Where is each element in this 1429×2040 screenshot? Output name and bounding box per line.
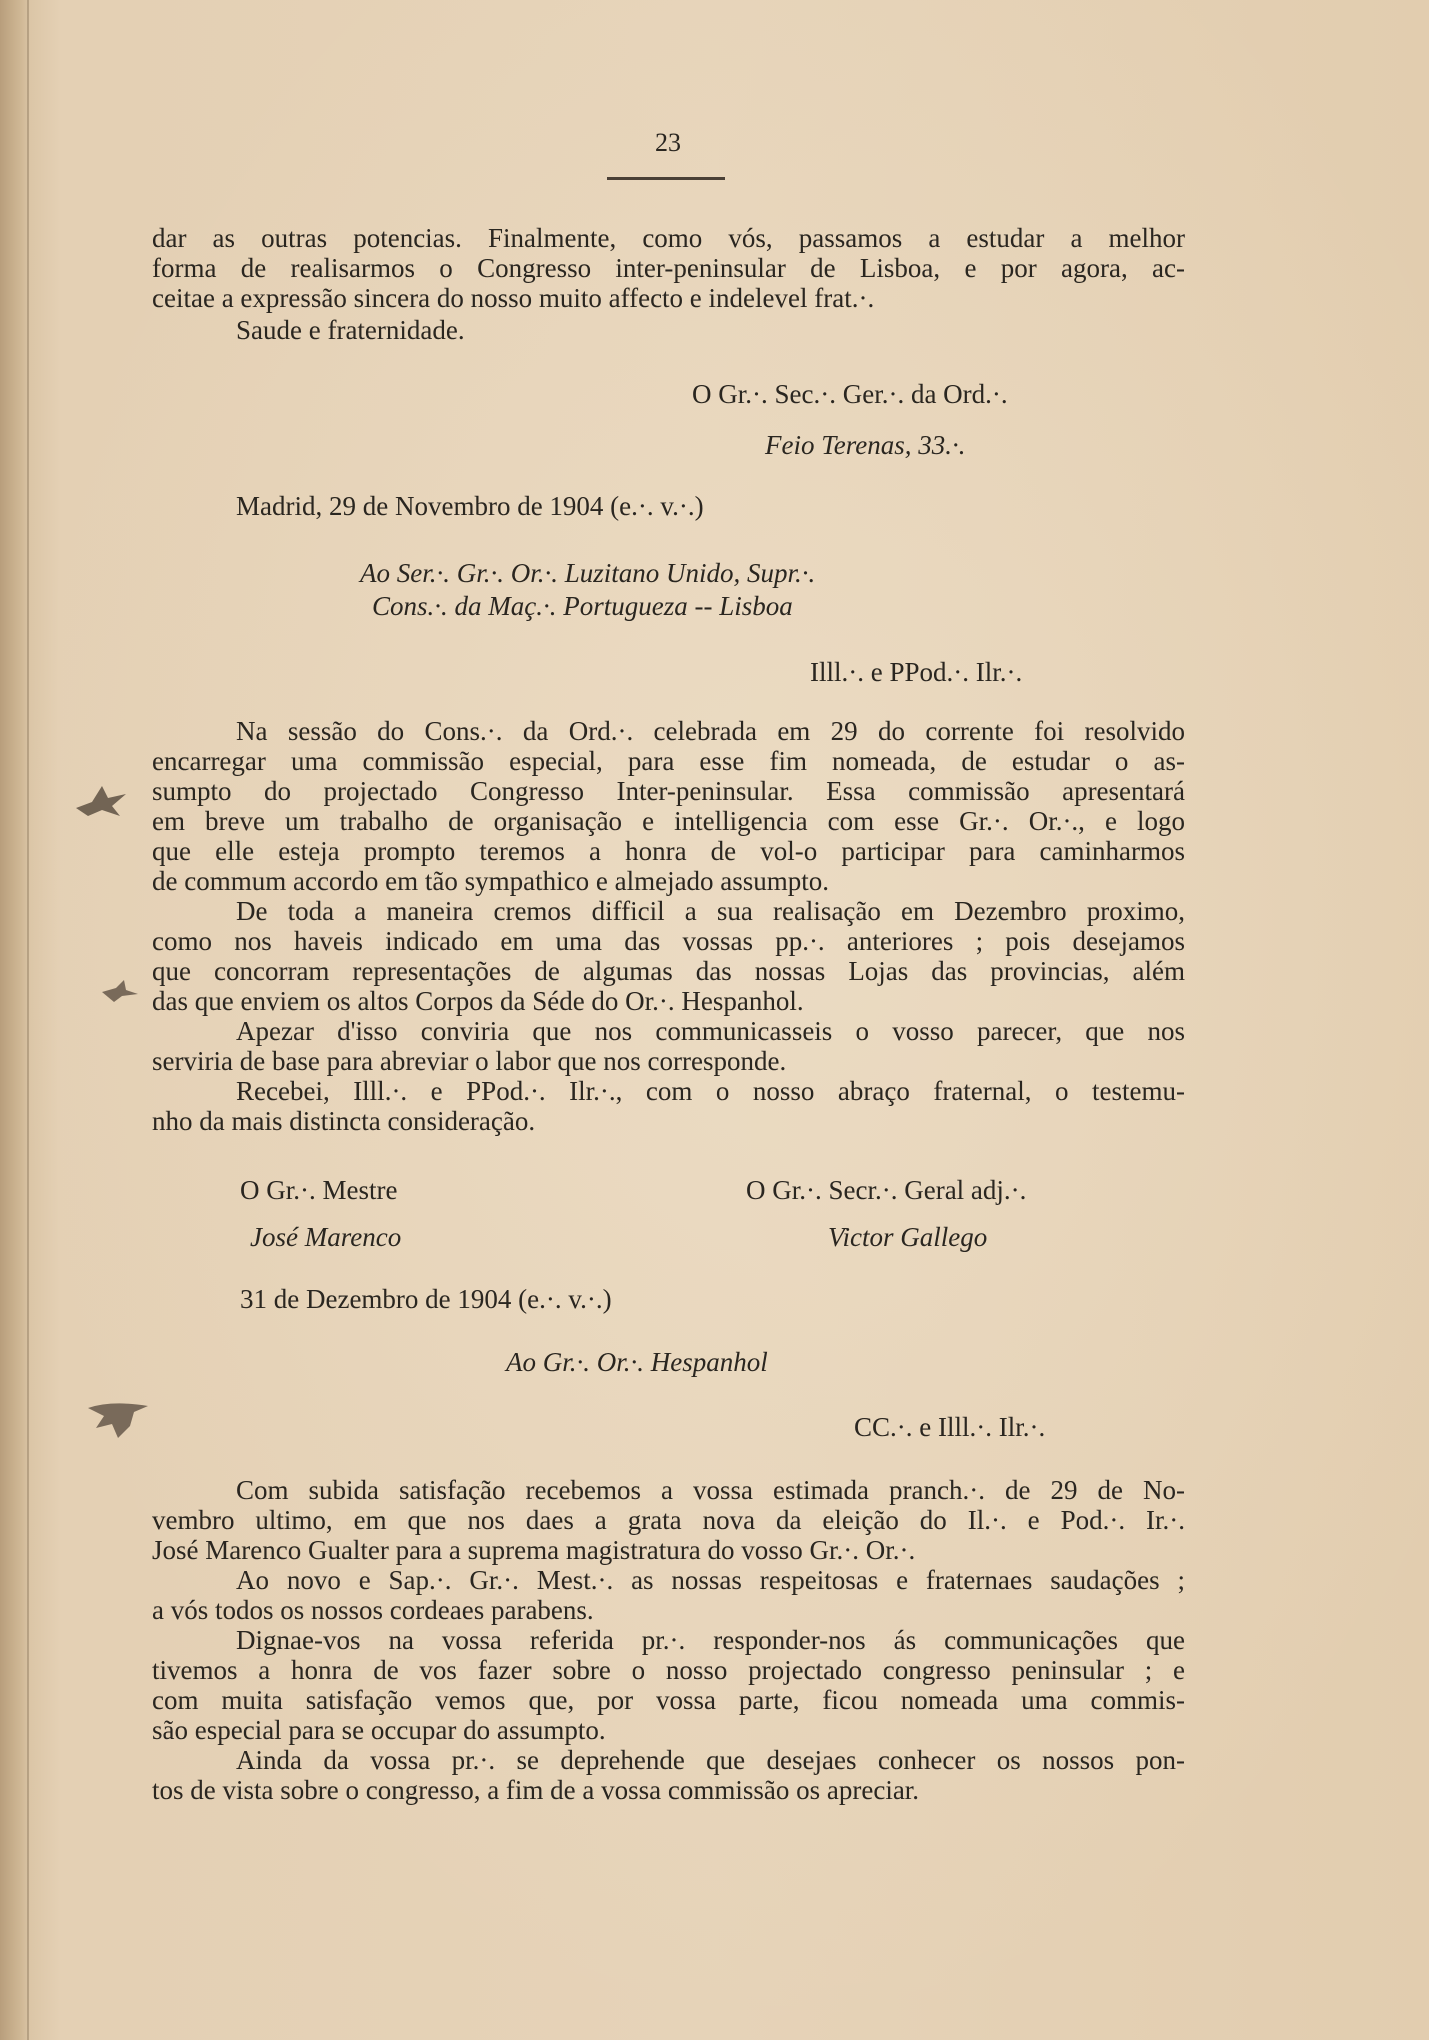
text-line: são especial para se occupar do assumpto.: [152, 1715, 606, 1745]
letter3-salutation: CC.·. e Illl.·. Ilr.·.: [854, 1412, 1046, 1442]
text-line: Recebei, Illl.·. e PPod.·. Ilr.·., com o nosso abraço fraternal, o testemu-: [236, 1076, 1185, 1106]
letter1-closing: Saude e fraternidade.: [236, 315, 465, 345]
letter2-body: [152, 716, 1185, 1136]
text-line: a vós todos os nossos cordeaes parabens.: [152, 1595, 594, 1625]
margin-ornament-icon: [72, 780, 132, 820]
text-line: Ainda da vossa pr.·. se deprehende que desejaes conhecer os nossos pon-: [236, 1745, 1185, 1775]
letter2-signer2-title: O Gr.·. Secr.·. Geral adj.·.: [746, 1175, 1027, 1205]
text-line: que elle esteja prompto teremos a honra de vol-o participar para caminharmos: [152, 836, 1185, 866]
letter1-signature-name: Feio Terenas, 33.·.: [765, 430, 966, 460]
letter1-signature-title: O Gr.·. Sec.·. Ger.·. da Ord.·.: [692, 379, 1008, 409]
letter2-signer1-title: O Gr.·. Mestre: [240, 1175, 398, 1205]
page-binding-edge: [0, 0, 30, 2040]
letter3-body: [152, 1475, 1185, 1805]
letter2-dateline: Madrid, 29 de Novembro de 1904 (e.·. v.·.): [236, 491, 704, 521]
text-line: nho da mais distincta consideração.: [152, 1106, 536, 1136]
letter2-address-line2: Cons.·. da Maç.·. Portugueza -- Lisboa: [372, 591, 793, 621]
text-line: Dignae-vos na vossa referida pr.·. responder-nos ás communicações que: [236, 1625, 1185, 1655]
margin-ornament-icon: [82, 1398, 154, 1442]
page-number: 23: [655, 128, 681, 157]
text-line: como nos haveis indicado em uma das vossas pp.·. anteriores ; pois desejamos: [152, 926, 1185, 956]
text-line: José Marenco Gualter para a suprema magistratura do vosso Gr.·. Or.·.: [152, 1535, 916, 1565]
text-line: Apezar d'isso conviria que nos communicasseis o vosso parecer, que nos: [236, 1016, 1185, 1046]
text-line: em breve um trabalho de organisação e intelligencia com esse Gr.·. Or.·., e logo: [152, 806, 1185, 836]
letter2-signer2-name: Victor Gallego: [828, 1222, 988, 1252]
letter2-address-line1: Ao Ser.·. Gr.·. Or.·. Luzitano Unido, Supr.·.: [360, 558, 816, 588]
letter2-signer1-name: José Marenco: [250, 1222, 402, 1252]
text-line: das que enviem os altos Corpos da Séde do Or.·. Hespanhol.: [152, 986, 804, 1016]
text-line: Ao novo e Sap.·. Gr.·. Mest.·. as nossas respeitosas e fraternaes saudações ;: [236, 1565, 1185, 1595]
page-number-rule: [607, 177, 725, 180]
text-line: que concorram representações de algumas das nossas Lojas das provincias, além: [152, 956, 1185, 986]
text-line: ceitae a expressão sincera do nosso muito affecto e indelevel frat.·.: [152, 283, 875, 313]
letter2-salutation: Illl.·. e PPod.·. Ilr.·.: [810, 657, 1023, 687]
text-line: com muita satisfação vemos que, por vossa parte, ficou nomeada uma commis-: [152, 1685, 1185, 1715]
text-line: vembro ultimo, em que nos daes a grata nova da eleição do Il.·. e Pod.·. Ir.·.: [152, 1505, 1185, 1535]
text-line: forma de realisarmos o Congresso inter-peninsular de Lisboa, e por agora, ac-: [152, 253, 1185, 283]
text-line: tos de vista sobre o congresso, a fim de a vossa commissão os apreciar.: [152, 1775, 920, 1805]
text-line: tivemos a honra de vos fazer sobre o nosso projectado congresso peninsular ; e: [152, 1655, 1185, 1685]
letter3-dateline: 31 de Dezembro de 1904 (e.·. v.·.): [240, 1284, 612, 1314]
letter3-address: Ao Gr.·. Or.·. Hespanhol: [506, 1347, 768, 1377]
text-line: sumpto do projectado Congresso Inter-peninsular. Essa commissão apresentará: [152, 776, 1185, 806]
text-line: Com subida satisfação recebemos a vossa estimada pranch.·. de 29 de No-: [236, 1475, 1185, 1505]
text-line: De toda a maneira cremos difficil a sua realisação em Dezembro proximo,: [236, 896, 1185, 926]
text-line: dar as outras potencias. Finalmente, como vós, passamos a estudar a melhor: [152, 223, 1185, 253]
text-line: Na sessão do Cons.·. da Ord.·. celebrada em 29 do corrente foi resolvido: [236, 716, 1185, 746]
margin-ornament-icon: [100, 978, 140, 1004]
page-fold-line: [27, 0, 29, 2040]
text-line: de commum accordo em tão sympathico e almejado assumpto.: [152, 866, 830, 896]
text-line: encarregar uma commissão especial, para esse fim nomeada, de estudar o as-: [152, 746, 1185, 776]
text-line: serviria de base para abreviar o labor que nos corresponde.: [152, 1046, 787, 1076]
letter1-paragraph: [152, 223, 1185, 313]
